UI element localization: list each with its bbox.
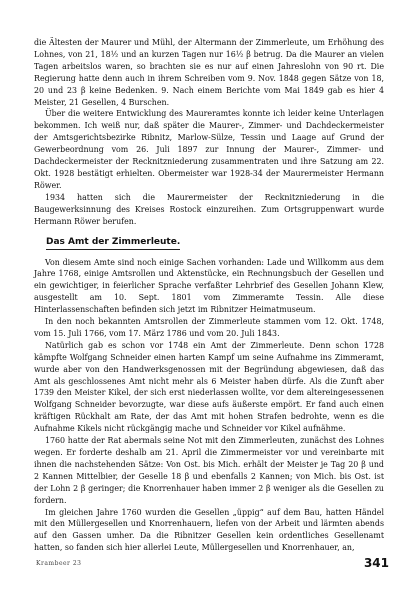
paragraph-5: In den noch bekannten Amtsrollen der Zimmerleute stammen vom 12. Okt. 1748, vom 15. Juli 1766, vom 17. März 1786 und vom 20. Juli 1843. [34, 317, 384, 338]
paragraph-8: Im gleichen Jahre 1760 wurden die Gesellen „üppig“ auf dem Bau, hatten Händel mit den Müllergesellen und Knorrenhauern, liefen von der Arbeit und lärmten abends auf den Gassen umher. Da die Ribnitzer Gesellen kein ordentliches Gesellenamt hatten, so fanden sich hier allerlei Leute, Müllergesellen und Knorrenhauer, an, [34, 507, 384, 553]
paragraph-6: Natürlich gab es schon vor 1748 ein Amt der Zimmerleute. Denn schon 1728 kämpfte Wolfgang Schneider einen harten Kampf um seine Aufnahme ins Zimmeramt, wurde aber von den Handwerksgenossen mit der Begründung abgewiesen, daß das Amt als geschlossenes Amt nicht mehr als 6 Meister haben dürfe. Als die Zunft aber 1739 den Meister Kikel, der sich erst niederlassen wollte, vor dem altereingesessenen Wolfgang Schneider bevorzugte, war diese aufs äußerste empört. Er fand auch einen kräftigen Rückhalt am Rate, der das Amt mit hohen Strafen bedrohte, wenn es die Aufnahme Kikels nicht rückgängig mache und Schneider vor Kikel aufnähme. [34, 340, 384, 434]
paragraph-7: 1760 hatte der Rat abermals seine Not mit den Zimmerleuten, zunächst des Lohnes wegen. Er forderte deshalb am 21. April die Zimmermeister vor und vereinbarte mit ihnen die nachstehenden Sätze: Von Ost. bis Mich. erhält der Meister je Tag 20 β und 2 Kannen Mittelbier, der Geselle 18 β und ebenfalls 2 Kannen; von Mich. bis Ost. ist der Lohn 2 β geringer; die Knorrenhauer haben immer 2 β weniger als die Gesellen zu fordern. [34, 436, 384, 505]
page-number: 341 [363, 556, 389, 570]
paragraph-1: die Ältesten der Maurer und Mühl, der Altermann der Zimmerleute, um Erhöhung des Lohnes, von 21, 18½ und an kurzen Tagen nur 16½ β betrug. Da die Maurer an vielen Tagen arbeitslos waren, so brachten sie es nur auf einen Jahreslohn von 90 rt. Die Regierung hatte denn auch in ihrem Schreiben vom 9. Nov. 1848 gegen Sätze von 18, 20 und 23 β keine Bedenken. 9. Nach einem Berichte vom Mai 1849 gab es hier 4 Meister, 21 Gesellen, 4 Burschen. [34, 38, 384, 107]
paragraph-4: Von diesem Amte sind noch einige Sachen vorhanden: Lade und Willkomm aus dem Jahre 1768, einige Amtsrollen und Aktenstücke, ein Rechnungsbuch der Gesellen und ein gewichtiger, in feierlicher Sprache verfaßter Lehrbrief des Gesellen Johann Klew, ausgestellt am 10. Sept. 1801 vom Zimmeramte Tessin. Alle diese Hinterlassenschaften befinden sich jetzt im Ribnitzer Heimatmuseum. [34, 257, 384, 315]
section-heading: Das Amt der Zimmerleute. [46, 237, 180, 250]
paragraph-3: 1934 hatten sich die Maurermeister der Recknitzniederung in die Baugewerksinnung des Kreises Rostock einzureihen. Zum Ortsgruppenwart wurde Hermann Röwer berufen. [34, 192, 384, 226]
footer-signature: Krambeer 23 [36, 560, 82, 567]
text-column [34, 37, 384, 554]
paragraph-2: Über die weitere Entwicklung des Maureramtes konnte ich leider keine Unterlagen bekommen. Ich weiß nur, daß später die Maurer-, Zimmer- und Dachdeckermeister der Amtsgerichtsbezirke Ribnitz, Marlow-Sülze, Tessin und Laage auf Grund der Gewerbeordnung vom 26. Juli 1897 zur Innung der Maurer-, Zimmer- und Dachdeckermeister der Recknitzniederung zusammentraten und ihre Satzung am 22. Okt. 1928 bestätigt erhielten. Obermeister war 1928-34 der Maurermeister Hermann Röwer. [34, 109, 384, 190]
